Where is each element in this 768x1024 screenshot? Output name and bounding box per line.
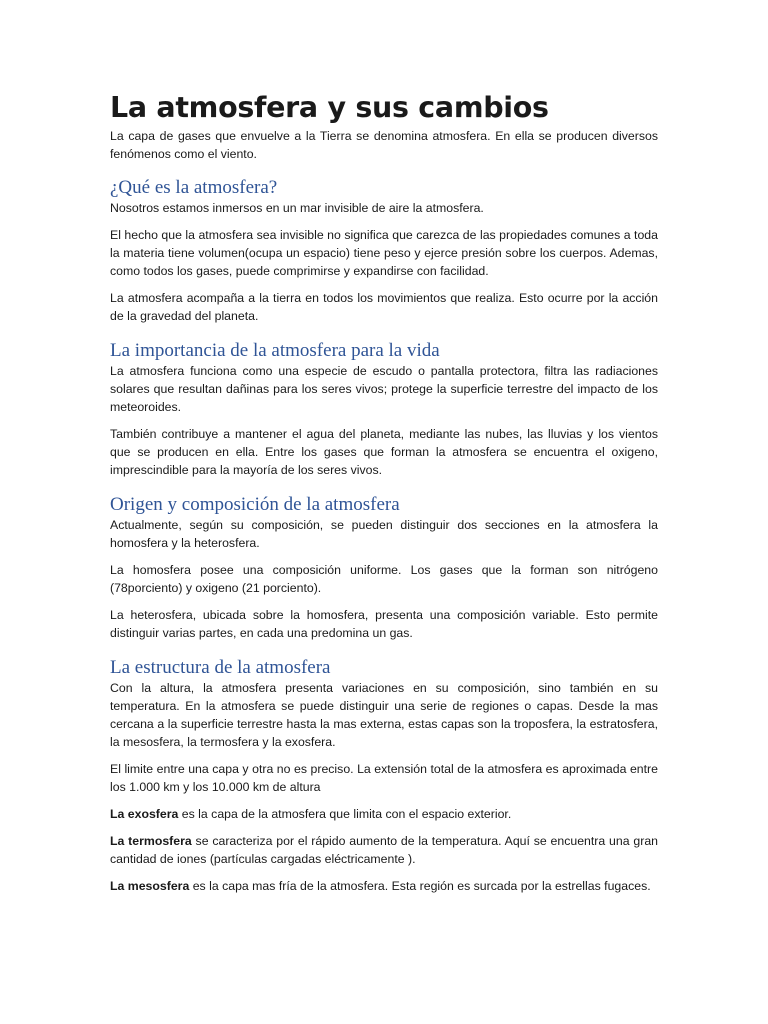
paragraph: También contribuye a mantener el agua del planeta, mediante las nubes, las lluvias y los vientos que se producen en ella. Entre los gases que forman la atmosfera se encuentra el oxigeno, imprescindible para la mayoría de los seres vivos.	[110, 427, 658, 477]
layer-description: es la capa mas fría de la atmosfera. Esta región es surcada por la estrellas fugaces.	[189, 879, 651, 893]
layer-termosfera	[110, 832, 658, 868]
section-heading-origen: Origen y composición de la atmosfera	[110, 494, 400, 515]
layer-term: La exosfera	[110, 807, 179, 821]
layer-term: La mesosfera	[110, 879, 190, 893]
paragraph: La heterosfera, ubicada sobre la homosfera, presenta una composición variable. Esto permite distinguir varias partes, en cada una predomina un gas.	[110, 608, 658, 640]
layer-mesosfera	[110, 877, 658, 895]
paragraph: Nosotros estamos inmersos en un mar invisible de aire la atmosfera.	[110, 201, 484, 215]
document-title: La atmosfera y sus cambios	[110, 91, 549, 124]
paragraph: Actualmente, según su composición, se pueden distinguir dos secciones en la atmosfera la homosfera y la heterosfera.	[110, 518, 658, 550]
layer-exosfera	[110, 805, 658, 823]
paragraph: La homosfera posee una composición uniforme. Los gases que la forman son nitrógeno (78porciento) y oxigeno (21 porciento).	[110, 563, 658, 595]
paragraph: La atmosfera acompaña a la tierra en todos los movimientos que realiza. Esto ocurre por la acción de la gravedad del planeta.	[110, 291, 658, 323]
layer-description: se caracteriza por el rápido aumento de la temperatura. Aquí se encuentra una gran cantidad de iones (partículas cargadas eléctricamente ).	[110, 834, 658, 866]
layer-term: La termosfera	[110, 834, 192, 848]
paragraph: La atmosfera funciona como una especie de escudo o pantalla protectora, filtra las radiaciones solares que resultan dañinas para los seres vivos; protege la superficie terrestre del impacto de los meteoroides.	[110, 364, 658, 414]
section-heading-estructura: La estructura de la atmosfera	[110, 657, 331, 678]
section-heading-importancia: La importancia de la atmosfera para la vida	[110, 340, 440, 361]
section-heading-que-es: ¿Qué es la atmosfera?	[110, 177, 278, 198]
layer-description: es la capa de la atmosfera que limita con el espacio exterior.	[178, 807, 512, 821]
paragraph: El limite entre una capa y otra no es preciso. La extensión total de la atmosfera es aproximada entre los 1.000 km y los 10.000 km de altura	[110, 762, 658, 794]
paragraph: El hecho que la atmosfera sea invisible no significa que carezca de las propiedades comunes a toda la materia tiene volumen(ocupa un espacio) tiene peso y ejerce presión sobre los cuerpos. Ademas, como todos los gases, puede comprimirse y expandirse con facilidad.	[110, 228, 658, 278]
paragraph: Con la altura, la atmosfera presenta variaciones en su composición, sino también en su temperatura. En la atmosfera se puede distinguir una serie de regiones o capas. Desde la mas cercana a la superficie terrestre hasta la mas externa, estas capas son la troposfera, la estratosfera, la mesosfera, la termosfera y la exosfera.	[110, 681, 658, 749]
intro-paragraph: La capa de gases que envuelve a la Tierra se denomina atmosfera. En ella se producen diversos fenómenos como el viento.	[110, 129, 658, 161]
